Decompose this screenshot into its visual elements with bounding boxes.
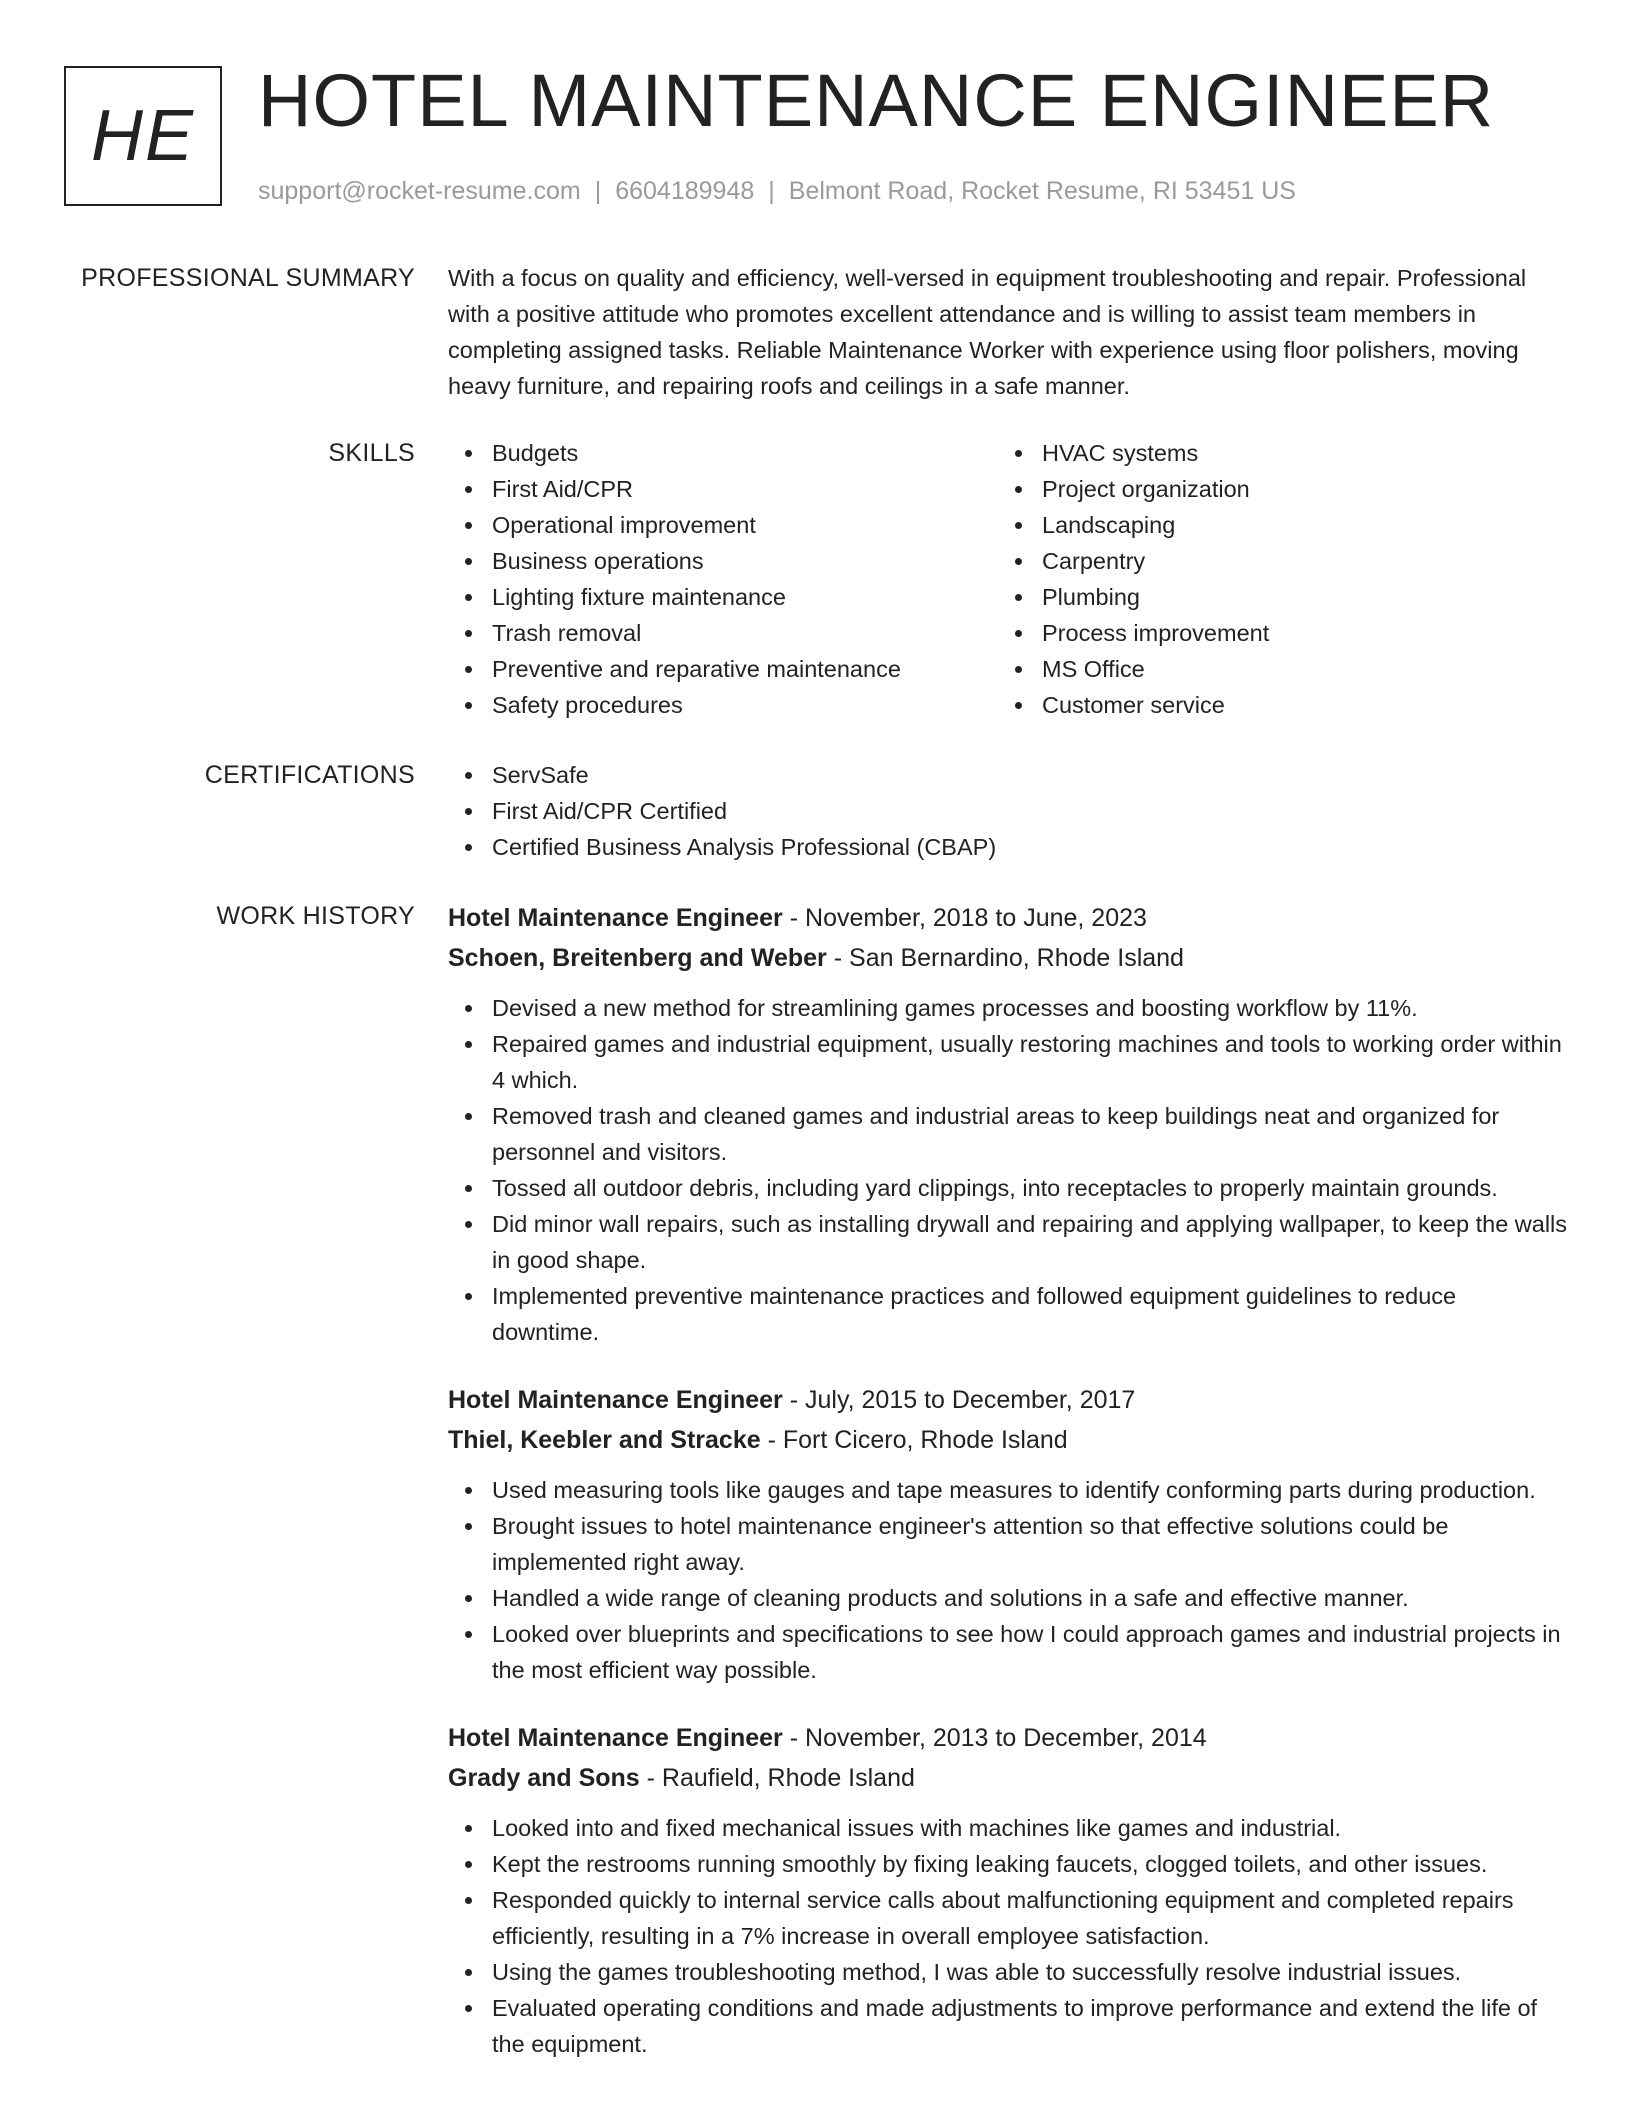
list-item: Repaired games and industrial equipment, usually restoring machines and tools to working order within 4 which. xyxy=(448,1026,1568,1098)
list-item: Landscaping xyxy=(998,507,1548,543)
job-location: - San Bernardino, Rhode Island xyxy=(826,944,1184,972)
list-item: First Aid/CPR Certified xyxy=(448,793,1568,829)
section-heading: SKILLS xyxy=(328,439,415,467)
job-company: Grady and Sons xyxy=(448,1764,640,1792)
list-item: Customer service xyxy=(998,687,1548,723)
list-item: ServSafe xyxy=(448,757,1568,793)
list-item: Handled a wide range of cleaning products and solutions in a safe and effective manner. xyxy=(448,1580,1568,1616)
list-item: Brought issues to hotel maintenance engineer's attention so that effective solutions could be implemented right away. xyxy=(448,1508,1568,1580)
list-item: Used measuring tools like gauges and tape measures to identify conforming parts during production. xyxy=(448,1472,1568,1508)
job-entry xyxy=(448,1718,1568,2062)
list-item: Did minor wall repairs, such as installing drywall and repairing and applying wallpaper, to keep the walls in good shape. xyxy=(448,1206,1568,1278)
list-item: Looked over blueprints and specifications to see how I could approach games and industrial projects in the most efficient way possible. xyxy=(448,1616,1568,1688)
job-dates: - November, 2018 to June, 2023 xyxy=(782,904,1147,932)
section-heading: CERTIFICATIONS xyxy=(204,761,415,789)
skills-column-left xyxy=(448,435,998,723)
contact-separator: | xyxy=(768,177,775,205)
list-item: Safety procedures xyxy=(448,687,998,723)
list-item: Removed trash and cleaned games and industrial areas to keep buildings neat and organized for personnel and visitors. xyxy=(448,1098,1568,1170)
list-item: Kept the restrooms running smoothly by fixing leaking faucets, clogged toilets, and other issues. xyxy=(448,1846,1568,1882)
certifications-list xyxy=(448,757,1568,865)
job-title-line xyxy=(448,898,1568,938)
section-heading: WORK HISTORY xyxy=(216,902,415,930)
skills-column-right xyxy=(998,435,1548,723)
list-item: Looked into and fixed mechanical issues with machines like games and industrial. xyxy=(448,1810,1568,1846)
list-item: Trash removal xyxy=(448,615,998,651)
list-item: Budgets xyxy=(448,435,998,471)
list-item: Lighting fixture maintenance xyxy=(448,579,998,615)
email-text: support@rocket-resume.com xyxy=(258,177,581,205)
list-item: Plumbing xyxy=(998,579,1548,615)
list-item: Project organization xyxy=(998,471,1548,507)
list-item: Preventive and reparative maintenance xyxy=(448,651,998,687)
job-duties-list xyxy=(448,1472,1568,1688)
job-title: Hotel Maintenance Engineer xyxy=(448,904,783,932)
job-title-line xyxy=(448,1380,1568,1420)
list-item: Evaluated operating conditions and made adjustments to improve performance and extend the life of the equipment. xyxy=(448,1990,1568,2062)
job-company: Thiel, Keebler and Stracke xyxy=(448,1426,761,1454)
list-item: Tossed all outdoor debris, including yard clippings, into receptacles to properly maintain grounds. xyxy=(448,1170,1568,1206)
list-item: Certified Business Analysis Professional (CBAP) xyxy=(448,829,1568,865)
phone-text: 6604189948 xyxy=(615,177,755,205)
job-entry xyxy=(448,1380,1568,1688)
list-item: Using the games troubleshooting method, I was able to successfully resolve industrial issues. xyxy=(448,1954,1568,1990)
job-company-line xyxy=(448,1420,1568,1460)
list-item: Devised a new method for streamlining games processes and boosting workflow by 11%. xyxy=(448,990,1568,1026)
list-item: Process improvement xyxy=(998,615,1548,651)
job-title: Hotel Maintenance Engineer xyxy=(448,1724,783,1752)
job-company-line xyxy=(448,1758,1568,1798)
job-duties-list xyxy=(448,990,1568,1350)
job-duties-list xyxy=(448,1810,1568,2062)
job-company-line xyxy=(448,938,1568,978)
monogram-logo: HE xyxy=(64,66,222,206)
job-company: Schoen, Breitenberg and Weber xyxy=(448,944,827,972)
job-title-line xyxy=(448,1718,1568,1758)
job-location: - Raufield, Rhode Island xyxy=(639,1764,915,1792)
job-entry xyxy=(448,898,1568,1350)
contact-line xyxy=(258,174,1296,208)
summary-body xyxy=(448,260,1568,404)
list-item: First Aid/CPR xyxy=(448,471,998,507)
list-item: HVAC systems xyxy=(998,435,1548,471)
address-text: Belmont Road, Rocket Resume, RI 53451 US xyxy=(788,177,1296,205)
job-dates: - July, 2015 to December, 2017 xyxy=(782,1386,1136,1414)
list-item: Carpentry xyxy=(998,543,1548,579)
list-item: Operational improvement xyxy=(448,507,998,543)
job-location: - Fort Cicero, Rhode Island xyxy=(760,1426,1068,1454)
section-heading: PROFESSIONAL SUMMARY xyxy=(81,264,415,292)
list-item: Responded quickly to internal service calls about malfunctioning equipment and completed repairs efficiently, resulting in a 7% increase in overall employee satisfaction. xyxy=(448,1882,1568,1954)
page-title: HOTEL MAINTENANCE ENGINEER xyxy=(258,59,1495,142)
skills-body xyxy=(448,435,1568,723)
summary-text: With a focus on quality and efficiency, well-versed in equipment troubleshooting and repair. Professional with a positive attitude who promotes excellent attendance and is willing to assist team members in completing assigned tasks. Reliable Maintenance Worker with experience using floor polishers, moving heavy furniture, and repairing roofs and ceilings in a safe manner. xyxy=(448,265,1527,399)
certifications-body xyxy=(448,757,1568,865)
list-item: MS Office xyxy=(998,651,1548,687)
work-history-body xyxy=(448,898,1568,2092)
job-title: Hotel Maintenance Engineer xyxy=(448,1386,783,1414)
list-item: Business operations xyxy=(448,543,998,579)
list-item: Implemented preventive maintenance practices and followed equipment guidelines to reduce downtime. xyxy=(448,1278,1568,1350)
contact-separator: | xyxy=(594,177,602,205)
job-dates: - November, 2013 to December, 2014 xyxy=(782,1724,1207,1752)
